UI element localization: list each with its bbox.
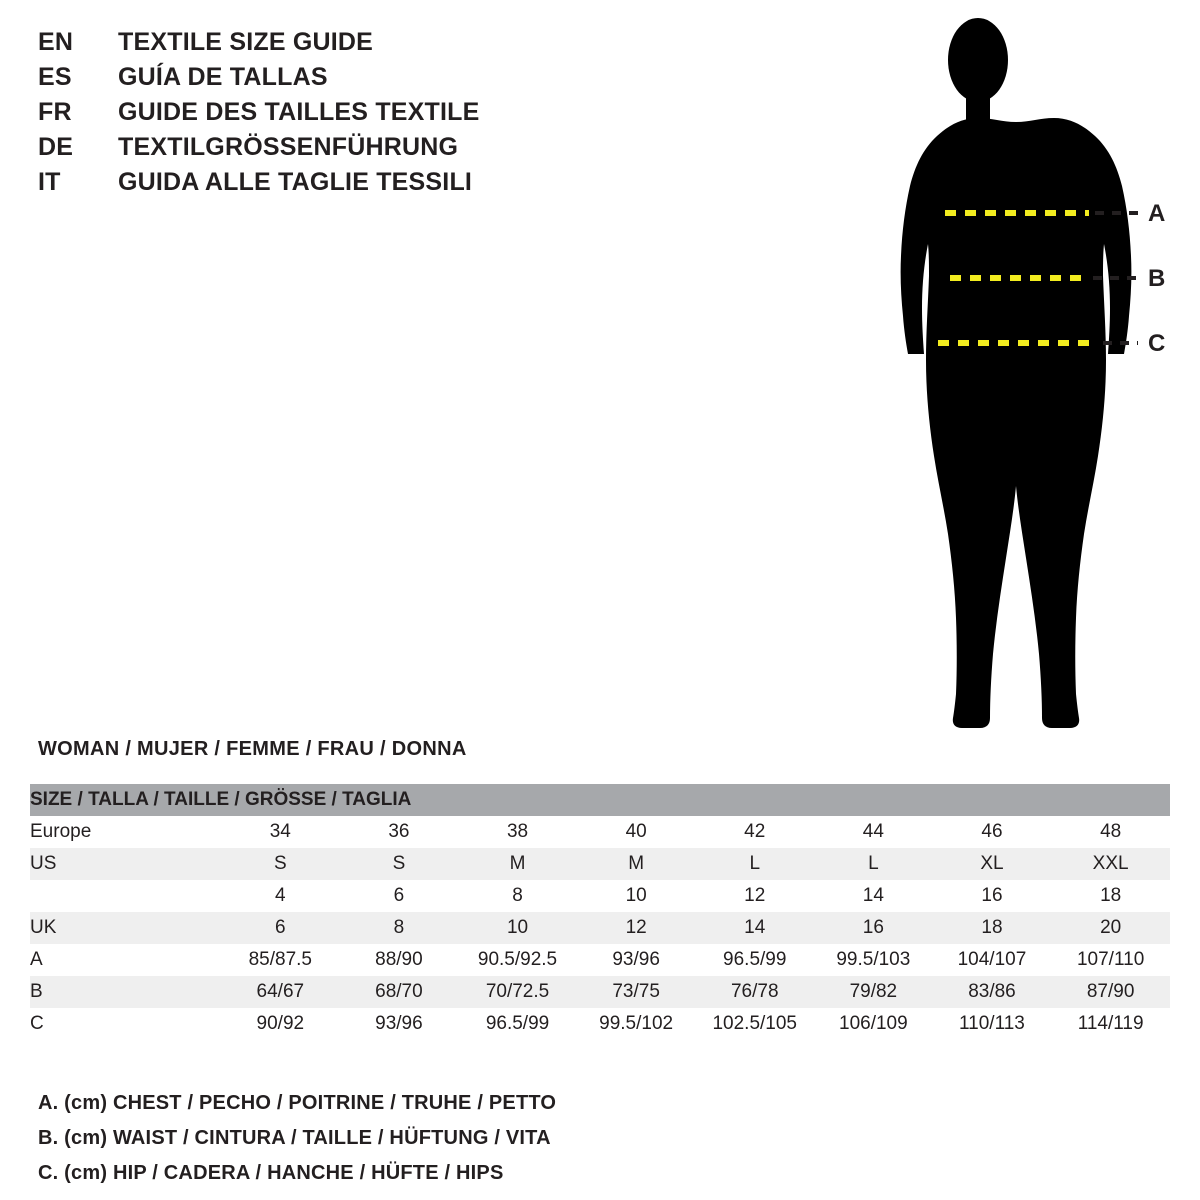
table-cell: 96.5/99 bbox=[695, 944, 814, 976]
table-cell: M bbox=[458, 848, 577, 880]
title-text: TEXTILGRÖSSENFÜHRUNG bbox=[118, 133, 459, 161]
table-cell: 114/119 bbox=[1051, 1008, 1170, 1040]
table-cell: 38 bbox=[458, 816, 577, 848]
table-row bbox=[30, 816, 1170, 848]
table-cell: 88/90 bbox=[340, 944, 459, 976]
table-cell: 107/110 bbox=[1051, 944, 1170, 976]
table-cell: 104/107 bbox=[933, 944, 1052, 976]
measure-letter-a: A bbox=[1148, 200, 1166, 227]
title-language-code: IT bbox=[38, 168, 61, 196]
table-cell: 102.5/105 bbox=[695, 1008, 814, 1040]
footnote-hip: C. (cm) HIP / CADERA / HANCHE / HÜFTE / HIPS bbox=[38, 1162, 504, 1184]
table-cell: L bbox=[695, 848, 814, 880]
title-row bbox=[38, 133, 658, 168]
table-row bbox=[30, 880, 1170, 912]
table-cell: 110/113 bbox=[933, 1008, 1052, 1040]
row-label: A bbox=[30, 944, 221, 976]
table-cell: 44 bbox=[814, 816, 933, 848]
row-label bbox=[30, 880, 221, 912]
row-label: C bbox=[30, 1008, 221, 1040]
table-cell: 87/90 bbox=[1051, 976, 1170, 1008]
table-cell: 4 bbox=[221, 880, 340, 912]
table-cell: 83/86 bbox=[933, 976, 1052, 1008]
table-cell: 8 bbox=[340, 912, 459, 944]
table-cell: 99.5/103 bbox=[814, 944, 933, 976]
footnotes-block bbox=[38, 1086, 938, 1191]
table-cell: 106/109 bbox=[814, 1008, 933, 1040]
title-text: GUIDA ALLE TAGLIE TESSILI bbox=[118, 168, 473, 196]
table-cell: L bbox=[814, 848, 933, 880]
footnote-waist: B. (cm) WAIST / CINTURA / TAILLE / HÜFTUNG / VITA bbox=[38, 1127, 551, 1149]
table-header-label: SIZE / TALLA / TAILLE / GRÖSSE / TAGLIA bbox=[30, 784, 1170, 816]
table-cell: 68/70 bbox=[340, 976, 459, 1008]
table-cell: 6 bbox=[340, 880, 459, 912]
table-header-row bbox=[30, 784, 1170, 816]
table-cell: 79/82 bbox=[814, 976, 933, 1008]
row-label: B bbox=[30, 976, 221, 1008]
table-cell: XL bbox=[933, 848, 1052, 880]
table-row bbox=[30, 976, 1170, 1008]
measure-letter-b: B bbox=[1148, 265, 1166, 292]
title-row bbox=[38, 63, 658, 98]
table-row bbox=[30, 912, 1170, 944]
table-row bbox=[30, 848, 1170, 880]
title-language-code: FR bbox=[38, 98, 72, 126]
table-cell: 85/87.5 bbox=[221, 944, 340, 976]
table-cell: S bbox=[340, 848, 459, 880]
table-row bbox=[30, 1008, 1170, 1040]
table-cell: 90/92 bbox=[221, 1008, 340, 1040]
table-cell: 20 bbox=[1051, 912, 1170, 944]
table-cell: 76/78 bbox=[695, 976, 814, 1008]
table-cell: 64/67 bbox=[221, 976, 340, 1008]
table-cell: 93/96 bbox=[577, 944, 696, 976]
table-cell: 16 bbox=[814, 912, 933, 944]
title-row bbox=[38, 98, 658, 133]
table-cell: 99.5/102 bbox=[577, 1008, 696, 1040]
table-cell: 14 bbox=[695, 912, 814, 944]
row-label: Europe bbox=[30, 816, 221, 848]
measure-letter-c: C bbox=[1148, 330, 1166, 357]
table-cell: 73/75 bbox=[577, 976, 696, 1008]
row-label: UK bbox=[30, 912, 221, 944]
table-cell: 6 bbox=[221, 912, 340, 944]
table-cell: 18 bbox=[1051, 880, 1170, 912]
table-cell: 48 bbox=[1051, 816, 1170, 848]
title-row bbox=[38, 168, 658, 203]
table-cell: 90.5/92.5 bbox=[458, 944, 577, 976]
section-label: WOMAN / MUJER / FEMME / FRAU / DONNA bbox=[38, 738, 467, 760]
table-cell: 10 bbox=[577, 880, 696, 912]
title-text: TEXTILE SIZE GUIDE bbox=[118, 28, 374, 56]
table-cell: XXL bbox=[1051, 848, 1170, 880]
table-row bbox=[30, 944, 1170, 976]
table-cell: 46 bbox=[933, 816, 1052, 848]
title-row bbox=[38, 28, 658, 63]
table-cell: 16 bbox=[933, 880, 1052, 912]
table-cell: 36 bbox=[340, 816, 459, 848]
row-label: US bbox=[30, 848, 221, 880]
title-text: GUÍA DE TALLAS bbox=[118, 63, 328, 91]
table-cell: 12 bbox=[695, 880, 814, 912]
title-block bbox=[38, 28, 658, 203]
female-silhouette-icon bbox=[860, 10, 1190, 750]
size-table bbox=[30, 784, 1170, 1040]
table-cell: 93/96 bbox=[340, 1008, 459, 1040]
table-cell: M bbox=[577, 848, 696, 880]
title-text: GUIDE DES TAILLES TEXTILE bbox=[118, 98, 480, 126]
table-cell: 42 bbox=[695, 816, 814, 848]
table-cell: 14 bbox=[814, 880, 933, 912]
table-cell: 70/72.5 bbox=[458, 976, 577, 1008]
table-cell: 40 bbox=[577, 816, 696, 848]
title-language-code: DE bbox=[38, 133, 74, 161]
title-language-code: EN bbox=[38, 28, 74, 56]
table-cell: 96.5/99 bbox=[458, 1008, 577, 1040]
table-cell: 8 bbox=[458, 880, 577, 912]
table-cell: 34 bbox=[221, 816, 340, 848]
table-cell: 18 bbox=[933, 912, 1052, 944]
table-cell: S bbox=[221, 848, 340, 880]
title-language-code: ES bbox=[38, 63, 72, 91]
figure-panel bbox=[860, 10, 1190, 750]
table-cell: 10 bbox=[458, 912, 577, 944]
table-cell: 12 bbox=[577, 912, 696, 944]
footnote-chest: A. (cm) CHEST / PECHO / POITRINE / TRUHE / PETTO bbox=[38, 1092, 557, 1114]
